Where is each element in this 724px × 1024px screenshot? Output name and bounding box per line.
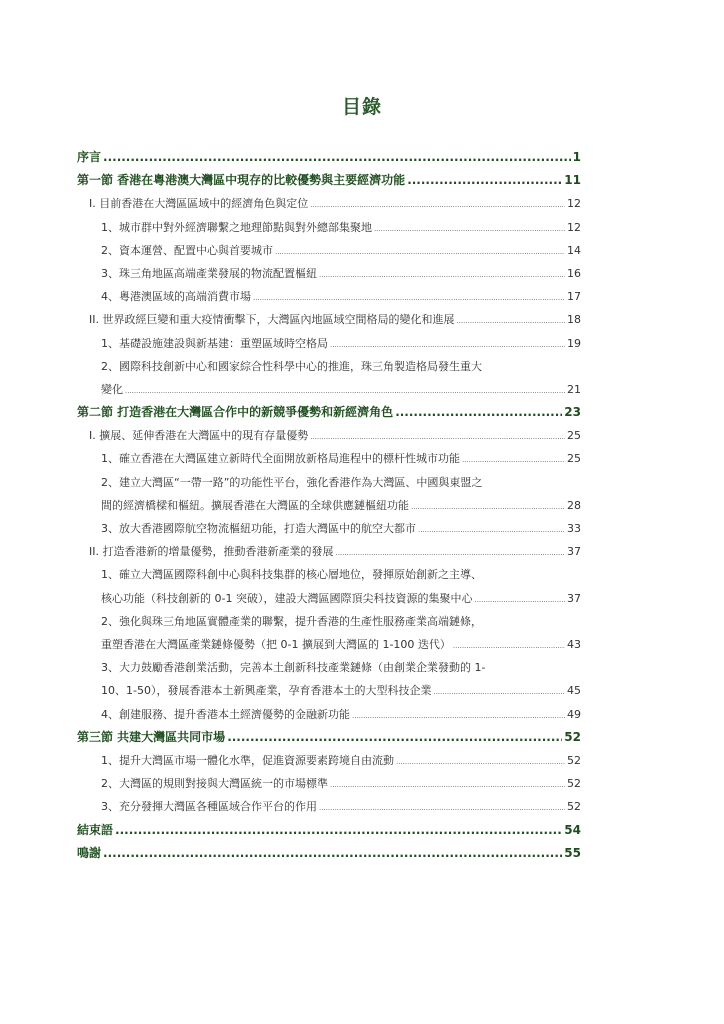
dot-leader — [115, 819, 562, 842]
dot-leader — [453, 635, 565, 658]
toc-entry-subsection[interactable] — [77, 540, 581, 563]
toc-entry-item[interactable] — [77, 749, 581, 772]
dot-leader — [103, 146, 571, 169]
toc-entry-item-wrapped[interactable] — [77, 610, 581, 656]
toc-entry-label-line1: 2、強化與珠三角地區實體產業的聯繫，提升香港的生產性服務產業高端鏈條， — [101, 614, 482, 628]
toc-page-number: 21 — [567, 382, 581, 396]
toc-page-number: 52 — [567, 777, 581, 791]
toc-page-number: 49 — [567, 707, 581, 721]
toc-entry-label-line2: 核心功能（科技創新的 0-1 突破），建設大灣區國際頂尖科技資源的集聚中心 — [101, 591, 473, 605]
dot-leader — [418, 519, 565, 542]
dot-leader — [319, 797, 565, 820]
toc-page-number: 19 — [567, 336, 581, 350]
dot-leader — [125, 380, 565, 403]
dot-leader — [319, 264, 565, 287]
toc-entry-item[interactable] — [77, 517, 581, 540]
toc-entry-item-wrapped[interactable] — [77, 656, 581, 702]
toc-entry-label: II. 打造香港新的增量優勢，推動香港新產業的發展 — [89, 545, 334, 559]
toc-page-number: 52 — [564, 729, 581, 744]
toc-entry-item-wrapped[interactable] — [77, 563, 581, 609]
toc-entry-preface[interactable] — [77, 146, 581, 169]
toc-entry-label-line2: 重塑香港在大灣區產業鏈條優勢（把 0-1 擴展到大灣區的 1-100 迭代） — [101, 637, 451, 651]
dot-leader — [335, 542, 565, 565]
toc-page-number: 17 — [567, 290, 581, 304]
toc-page-number: 16 — [567, 266, 581, 280]
toc-entry-subsection[interactable] — [77, 308, 581, 331]
toc-entry-label: 3、放大香港國際航空物流樞紐功能，打造大灣區中的航空大都市 — [101, 522, 416, 536]
toc-entry-label: 序言 — [77, 150, 102, 164]
toc-page-number: 25 — [567, 429, 581, 443]
toc-page-number: 1 — [572, 150, 581, 164]
toc-entry-label-line2: 變化 — [101, 382, 123, 396]
toc-entry-label: 第二節 打造香港在大灣區合作中的新競爭優勢和新經濟角色 — [77, 405, 394, 420]
toc-entry-item-wrapped[interactable] — [77, 355, 581, 401]
dot-leader — [310, 426, 565, 449]
toc-entry-item[interactable] — [77, 772, 581, 795]
toc-entry-label: 4、粵港澳區域的高端消費市場 — [101, 290, 251, 304]
dot-leader — [227, 726, 562, 749]
dot-leader — [433, 681, 565, 704]
toc-entry-item[interactable] — [77, 447, 581, 470]
toc-entry-item[interactable] — [77, 239, 581, 262]
dot-leader — [407, 169, 562, 192]
dot-leader — [374, 218, 565, 241]
toc-page-number: 12 — [567, 197, 581, 211]
toc-entry-label: 鳴謝 — [77, 845, 102, 860]
toc-page-number: 11 — [564, 173, 581, 188]
dot-leader — [462, 449, 565, 472]
toc-page-number: 14 — [567, 243, 581, 257]
dot-leader — [411, 496, 565, 519]
toc-entry-label: 2、資本運營、配置中心與首要城市 — [101, 243, 273, 257]
dot-leader — [352, 705, 565, 728]
toc-page-number: 12 — [567, 220, 581, 234]
toc-page-number: 28 — [567, 498, 581, 512]
toc-entry-subsection[interactable] — [77, 192, 581, 215]
toc-entry-item[interactable] — [77, 285, 581, 308]
dot-leader — [275, 241, 565, 264]
toc-page-number: 45 — [567, 684, 581, 698]
toc-entry-section-1[interactable] — [77, 169, 581, 192]
toc-entry-item[interactable] — [77, 216, 581, 239]
table-of-contents — [77, 146, 581, 865]
toc-entry-label-line2: 間的經濟橋樑和樞紐。擴展香港在大灣區的全球供應鏈樞紐功能 — [101, 498, 409, 512]
toc-page-number: 25 — [567, 452, 581, 466]
toc-entry-subsection[interactable] — [77, 424, 581, 447]
toc-entry-label-line1: 2、國際科技創新中心和國家綜合性科學中心的推進，珠三角製造格局發生重大 — [101, 359, 482, 373]
toc-entry-item[interactable] — [77, 262, 581, 285]
toc-entry-section-2[interactable] — [77, 401, 581, 424]
toc-entry-label: 第三節 共建大灣區共同市場 — [77, 729, 226, 744]
toc-page-number: 37 — [567, 591, 581, 605]
toc-entry-acknowledgements[interactable] — [77, 842, 581, 865]
dot-leader — [310, 194, 565, 217]
toc-entry-label: 第一節 香港在粵港澳大灣區中現存的比較優勢與主要經濟功能 — [77, 173, 406, 188]
toc-entry-item[interactable] — [77, 332, 581, 355]
dot-leader — [474, 589, 565, 612]
toc-page-number: 54 — [564, 822, 581, 837]
toc-entry-label: 結束語 — [77, 822, 114, 837]
toc-entry-label: 1、提升大灣區市場一體化水準，促進資源要素跨境自由流動 — [101, 753, 394, 767]
toc-entry-label: 3、珠三角地區高端產業發展的物流配置樞紐 — [101, 266, 317, 280]
toc-entry-label-line1: 3、大力鼓勵香港創業活動，完善本土創新科技產業鏈條（由創業企業發動的 1- — [101, 661, 486, 675]
toc-page-number: 52 — [567, 753, 581, 767]
toc-page-number: 43 — [567, 637, 581, 651]
toc-entry-label: 1、確立香港在大灣區建立新時代全面開放新格局進程中的標杆性城市功能 — [101, 452, 460, 466]
toc-page-number: 18 — [567, 313, 581, 327]
toc-entry-label: II. 世界政經巨變和重大疫情衝擊下，大灣區內地區域空間格局的變化和進展 — [89, 313, 455, 327]
toc-entry-label: 4、創建服務、提升香港本土經濟優勢的金融新功能 — [101, 707, 350, 721]
toc-entry-label: 2、大灣區的規則對接與大灣區統一的市場標準 — [101, 777, 328, 791]
dot-leader — [330, 774, 565, 797]
toc-page-number: 37 — [567, 545, 581, 559]
toc-entry-label: 1、城市群中對外經濟聯繫之地理節點與對外總部集聚地 — [101, 220, 372, 234]
toc-entry-label-line2: 10、1-50），發展香港本土新興產業，孕育香港本土的大型科技企業 — [101, 684, 432, 698]
toc-entry-label: I. 目前香港在大灣區區域中的經濟角色與定位 — [89, 197, 309, 211]
dot-leader — [456, 310, 565, 333]
dot-leader — [103, 842, 562, 865]
toc-page-number: 33 — [567, 522, 581, 536]
toc-entry-label: I. 擴展、延伸香港在大灣區中的現有存量優勢 — [89, 429, 309, 443]
toc-entry-label: 1、基礎設施建設與新基建：重塑區域時空格局 — [101, 336, 328, 350]
dot-leader — [396, 751, 565, 774]
dot-leader — [330, 334, 565, 357]
page-title: 目錄 — [341, 96, 382, 118]
toc-page-number: 55 — [564, 845, 581, 860]
toc-entry-item[interactable] — [77, 795, 581, 818]
toc-entry-label-line1: 2、建立大灣區“一帶一路”的功能性平台，強化香港作為大灣區、中國與東盟之 — [101, 475, 483, 489]
toc-entry-section-3[interactable] — [77, 726, 581, 749]
dot-leader — [253, 287, 565, 310]
toc-entry-label-line1: 1、確立大灣區國際科創中心與科技集群的核心層地位，發揮原始創新之主導、 — [101, 568, 482, 582]
toc-entry-item[interactable] — [77, 703, 581, 726]
toc-page-number: 52 — [567, 800, 581, 814]
toc-entry-label: 3、充分發揮大灣區各種區域合作平台的作用 — [101, 800, 317, 814]
dot-leader — [395, 401, 562, 424]
toc-entry-item-wrapped[interactable] — [77, 471, 581, 517]
toc-entry-conclusion[interactable] — [77, 819, 581, 842]
toc-page-number: 23 — [564, 405, 581, 420]
